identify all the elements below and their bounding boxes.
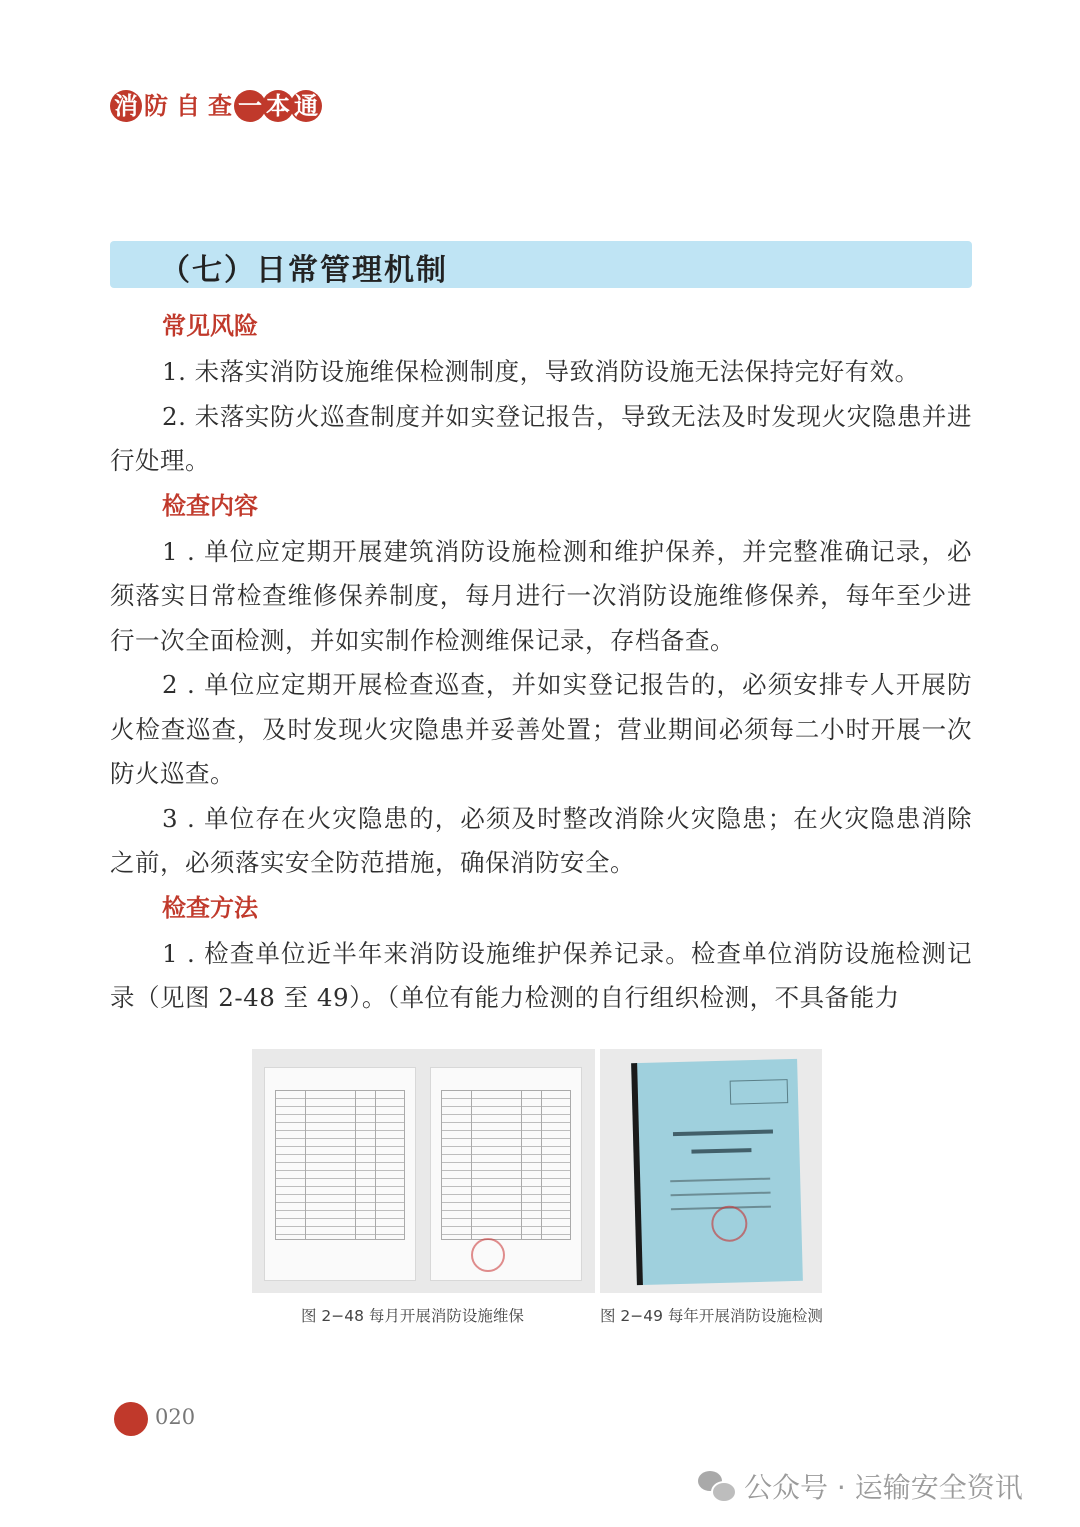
report-booklet [631,1059,803,1285]
title-char: 本 [262,90,294,122]
content-item: 2 . 单位应定期开展检查巡查，并如实登记报告的，必须安排专人开展防火检查巡查，及时发现火灾隐患并妥善处置；营业期间必须每二小时开展一次防火巡查。 [110,670,972,788]
section-title: （七）日常管理机制 [160,253,448,288]
methods-heading: 检查方法 [162,893,258,922]
book-series-title [112,90,320,122]
method-item: 1 . 检查单位近半年来消防设施维护保养记录。检查单位消防设施检测记录（见图 2-48 至 49）。（单位有能力检测的自行组织检测，不具备能力 [110,938,972,1012]
main-content [110,308,972,1021]
record-sheet [430,1067,582,1281]
title-char: 消 [110,90,142,122]
title-char: 通 [290,90,322,122]
page-number: 020 [155,1405,196,1429]
contents-heading: 检查内容 [162,491,258,520]
title-char: 查 [208,92,232,120]
content-item: 1 . 单位应定期开展建筑消防设施检测和维护保养，并完整准确记录，必须落实日常检查维修保养制度，每月进行一次消防设施维修保养，每年至少进行一次全面检测，并如实制作检测维保记录，存档备查。 [110,536,972,655]
risk-item: 2. 未落实防火巡查制度并如实登记报告，导致无法及时发现火灾隐患并进行处理。 [110,401,972,475]
title-char: 一 [234,90,266,122]
inspection-report-photo [600,1049,822,1293]
maintenance-record-photo [252,1049,595,1293]
figures-row [252,1049,824,1293]
section-header-bar [110,241,972,288]
wechat-icon [698,1471,734,1501]
title-char: 自 [176,92,200,120]
content-item: 3 . 单位存在火灾隐患的，必须及时整改消除火灾隐患；在火灾隐患消除之前，必须落实安全防范措施，确保消防安全。 [110,803,972,877]
figure-caption: 图 2−48 每月开展消防设施维保 [301,1307,524,1325]
risks-heading: 常见风险 [162,312,258,340]
watermark [698,1466,1023,1506]
record-sheet [264,1067,416,1281]
risk-item: 1. 未落实消防设施维保检测制度，导致消防设施无法保持完好有效。 [162,357,920,386]
title-char: 防 [144,92,168,120]
figure-caption: 图 2−49 每年开展消防设施检测 [600,1307,823,1325]
watermark-text: 公众号 · 运输安全资讯 [744,1471,1023,1504]
page-marker-dot [114,1402,148,1436]
